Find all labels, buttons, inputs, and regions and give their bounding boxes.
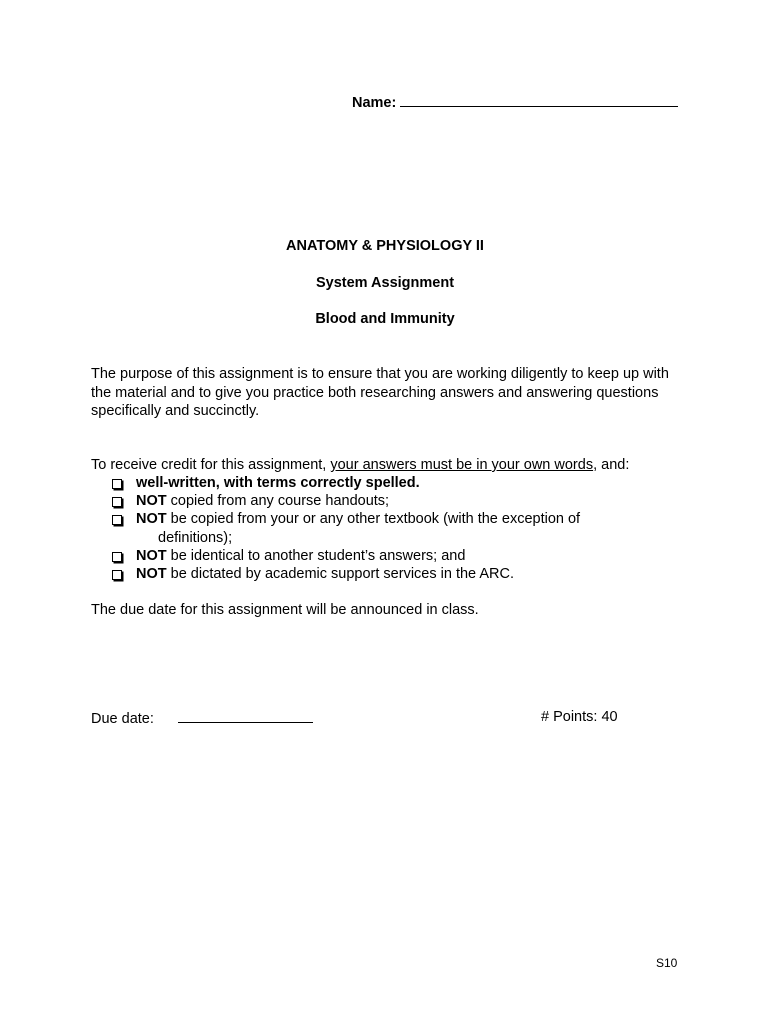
list-item — [111, 492, 711, 510]
requirement-text: be copied from your or any other textbook (with the exception of — [166, 511, 581, 528]
requirement-lead: NOT — [136, 547, 167, 564]
credit-paragraph — [91, 456, 691, 475]
credit-underlined: your answers must be in your own words — [330, 457, 594, 473]
credit-suffix: , and: — [593, 457, 630, 473]
name-label: Name: — [352, 95, 397, 111]
requirement-text: be identical to another student’s answers; and — [166, 547, 466, 564]
intro-paragraph: The purpose of this assignment is to ensure that you are working diligently to keep up with the material and to give you practice both researching answers and answering questions specifically and succinctly. — [91, 366, 669, 419]
requirement-lead: NOT — [136, 566, 167, 583]
checkbox-icon — [112, 552, 122, 562]
checkbox-icon — [112, 497, 122, 507]
due-note: The due date for this assignment will be announced in class. — [91, 602, 479, 618]
due-date-blank-line[interactable] — [178, 709, 313, 723]
requirements-list — [111, 474, 711, 583]
page-code: S10 — [656, 956, 678, 970]
list-item — [111, 565, 711, 583]
requirement-wrap-text: definitions); — [158, 529, 233, 546]
course-title: ANATOMY & PHYSIOLOGY II — [286, 238, 484, 254]
due-date-row — [91, 709, 313, 727]
checkbox-icon — [112, 570, 122, 580]
name-field-row — [352, 92, 678, 111]
name-blank-line[interactable] — [400, 92, 678, 107]
assignment-title: System Assignment — [315, 275, 455, 291]
list-item — [111, 547, 711, 565]
due-date-label: Due date: — [91, 711, 154, 727]
requirement-text: be dictated by academic support services in the ARC. — [166, 566, 514, 583]
requirement-lead: NOT — [136, 511, 167, 528]
requirement-lead: well-written, with terms correctly spelled. — [136, 475, 420, 491]
list-item — [111, 510, 711, 546]
list-item — [111, 474, 711, 492]
topic-title: Blood and Immunity — [315, 311, 455, 327]
checkbox-icon — [112, 479, 122, 489]
requirement-lead: NOT — [136, 493, 167, 510]
checkbox-icon — [112, 515, 122, 525]
credit-prefix: To receive credit for this assignment, — [91, 457, 331, 473]
points-label: # Points: 40 — [541, 709, 618, 725]
requirement-text: copied from any course handouts; — [166, 493, 390, 510]
